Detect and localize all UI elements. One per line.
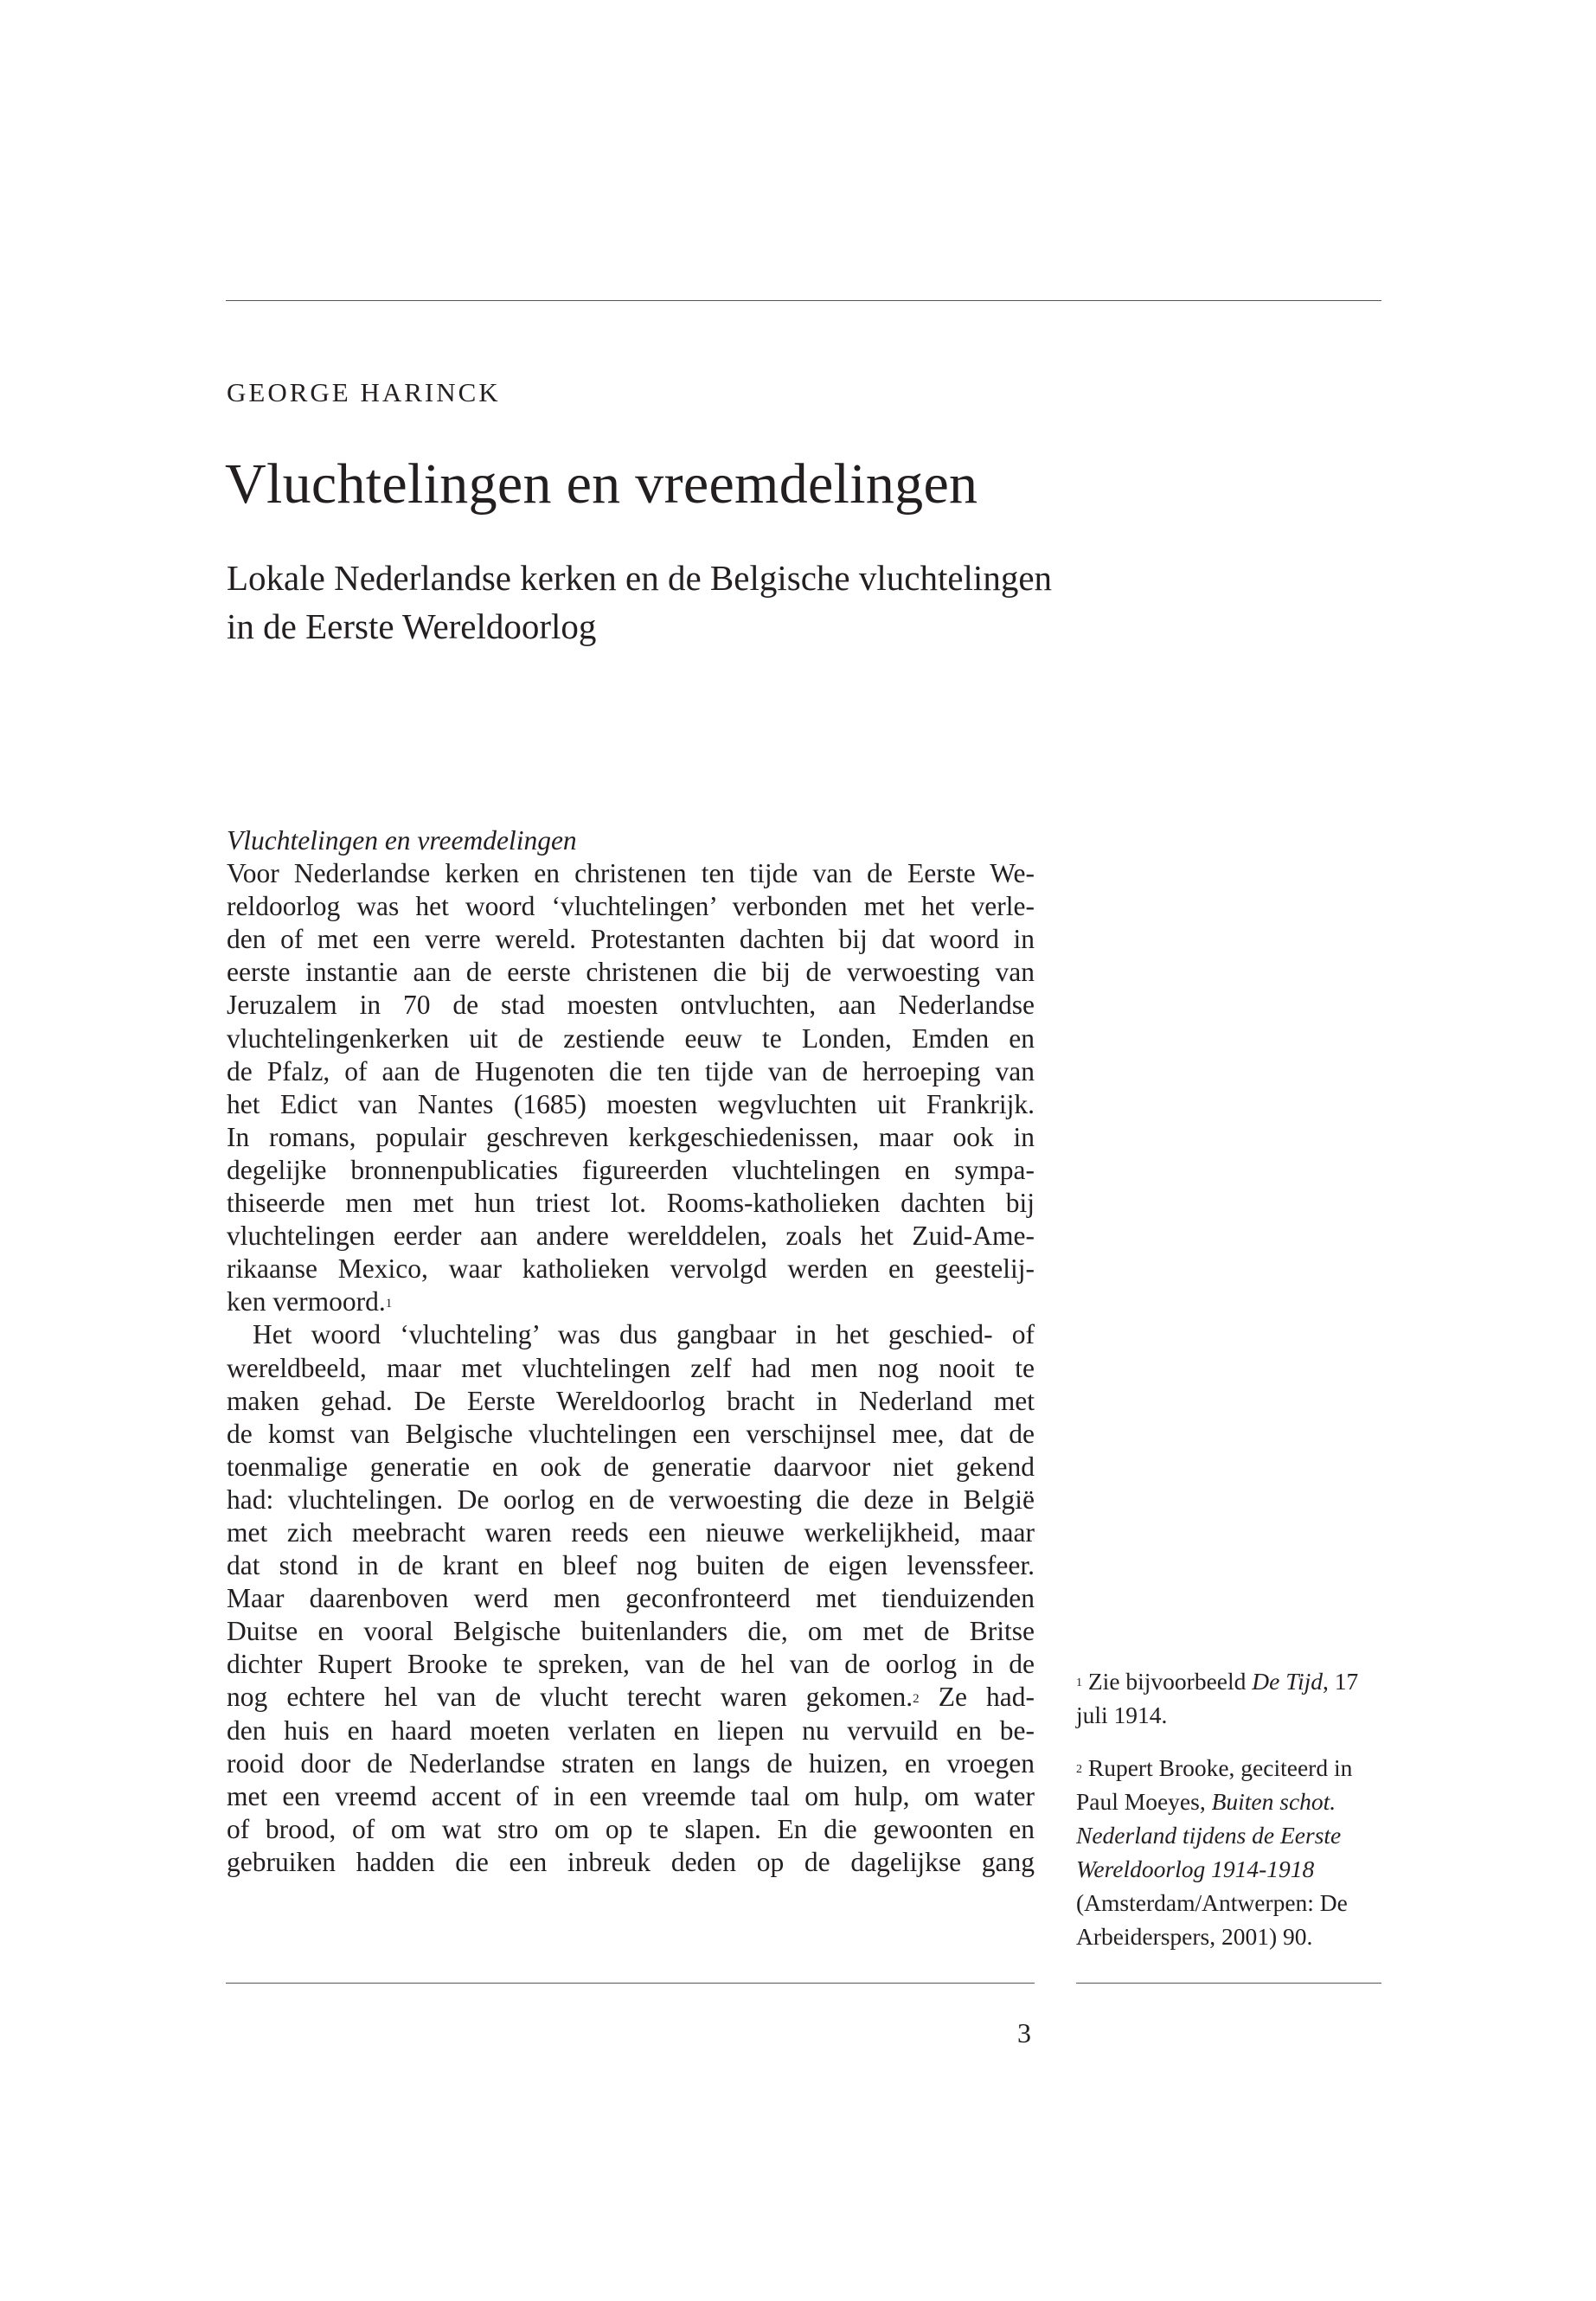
text-line bbox=[227, 1681, 1035, 1714]
text-line: In romans, populair geschreven kerkgeschiedenissen, maar ook in bbox=[227, 1121, 1035, 1152]
text-line: den huis en haard moeten verlaten en liepen nu vervuild en be- bbox=[227, 1715, 1035, 1746]
line-text: nog echtere hel van de vlucht terecht waren gekomen. bbox=[227, 1682, 913, 1713]
text-line: eerste instantie aan de eerste christenen die bij de verwoesting van bbox=[227, 957, 1035, 988]
body-text bbox=[227, 824, 1035, 1879]
text-line: dichter Rupert Brooke te spreken, van de hel van de oorlog in de bbox=[227, 1649, 1035, 1680]
text-line: degelijke bronnenpublicaties figureerden vluchtelingen en sympa- bbox=[227, 1154, 1035, 1185]
footnote-text: Rupert Brooke, geciteerd in Paul Moeyes, bbox=[1076, 1754, 1353, 1815]
line-text: ken vermoord. bbox=[227, 1286, 386, 1317]
text-line: vluchtelingen eerder aan andere werelddelen, zoals het Zuid-Ame- bbox=[227, 1221, 1035, 1252]
text-line: de komst van Belgische vluchtelingen een verschijnsel mee, dat de bbox=[227, 1418, 1035, 1449]
article-subtitle bbox=[227, 554, 1052, 651]
text-line: Maar daarenboven werd men geconfronteerd met tienduizenden bbox=[227, 1583, 1035, 1614]
footnote-number: 1 bbox=[1076, 1676, 1082, 1689]
footnote-text: , 17 juli 1914. bbox=[1076, 1668, 1359, 1728]
paragraph-2 bbox=[227, 1318, 1035, 1879]
text-line: maken gehad. De Eerste Wereldoorlog bracht in Nederland met bbox=[227, 1385, 1035, 1416]
footnote-ref: 2 bbox=[913, 1692, 920, 1707]
section-heading: Vluchtelingen en vreemdelingen bbox=[227, 825, 577, 856]
footnote-ref: 1 bbox=[385, 1297, 393, 1311]
text-line: Jeruzalem in 70 de stad moesten ontvluchten, aan Nederlandse bbox=[227, 990, 1035, 1021]
footnote-italic: Buiten schot. Nederland tijdens de Eerste Wereldoorlog 1914-1918 bbox=[1076, 1788, 1342, 1882]
text-line: rikaanse Mexico, waar katholieken vervolgd werden en geestelij- bbox=[227, 1253, 1035, 1285]
text-line: had: vluchtelingen. De oorlog en de verwoesting die deze in België bbox=[227, 1484, 1035, 1515]
page-number: 3 bbox=[1017, 2017, 1031, 2048]
text-line: thiseerde men met hun triest lot. Rooms-katholieken dachten bij bbox=[227, 1188, 1035, 1219]
footnotes bbox=[1076, 1664, 1388, 1972]
top-rule bbox=[226, 300, 1381, 301]
text-line: Duitse en vooral Belgische buitenlanders die, om met de Britse bbox=[227, 1616, 1035, 1647]
text-line: met een vreemd accent of in een vreemde taal om hulp, om water bbox=[227, 1780, 1035, 1811]
text-line: het Edict van Nantes (1685) moesten wegvluchten uit Frankrijk. bbox=[227, 1088, 1035, 1119]
text-line: de Pfalz, of aan de Hugenoten die ten tijde van de herroeping van bbox=[227, 1055, 1035, 1086]
bottom-rule-notes bbox=[1076, 1983, 1381, 1984]
text-line bbox=[227, 1285, 1035, 1318]
paragraph-1 bbox=[227, 857, 1035, 1318]
text-line: den of met een verre wereld. Protestanten dachten bij dat woord in bbox=[227, 924, 1035, 955]
footnote bbox=[1076, 1664, 1388, 1732]
article-title: Vluchtelingen en vreemdelingen bbox=[225, 452, 978, 516]
text-line: of brood, of om wat stro om op te slapen. En die gewoonten en bbox=[227, 1813, 1035, 1844]
text-line: toenmalige generatie en ook de generatie daarvoor niet gekend bbox=[227, 1451, 1035, 1482]
footnote bbox=[1076, 1751, 1388, 1953]
text-line: rooid door de Nederlandse straten en langs de huizen, en vroegen bbox=[227, 1747, 1035, 1779]
text-line: vluchtelingenkerken uit de zestiende eeuw te Londen, Emden en bbox=[227, 1022, 1035, 1054]
text-line: wereldbeeld, maar met vluchtelingen zelf had men nog nooit te bbox=[227, 1352, 1035, 1383]
text-line: Het woord ‘vluchteling’ was dus gangbaar in het geschied- of bbox=[253, 1319, 1035, 1350]
bottom-rule-main bbox=[226, 1983, 1035, 1984]
text-line: reldoorlog was het woord ‘vluchtelingen’ verbonden met het verle- bbox=[227, 891, 1035, 922]
text-line: met zich meebracht waren reeds een nieuwe werkelijkheid, maar bbox=[227, 1516, 1035, 1548]
text-line: Voor Nederlandse kerken en christenen ten tijde van de Eerste We- bbox=[227, 858, 1035, 889]
footnote-number: 2 bbox=[1076, 1763, 1082, 1776]
subtitle-line: Lokale Nederlandse kerken en de Belgische vluchtelingen bbox=[227, 558, 1053, 598]
line-text: Ze had- bbox=[919, 1682, 1035, 1713]
footnote-text: (Amsterdam/Antwerpen: De Arbeiderspers, 2001) 90. bbox=[1076, 1889, 1348, 1950]
subtitle-line: in de Eerste Wereldoorlog bbox=[227, 606, 597, 646]
footnote-text: Zie bijvoorbeeld bbox=[1087, 1668, 1253, 1695]
footnote-italic: De Tijd bbox=[1252, 1668, 1324, 1695]
text-line: dat stond in de krant en bleef nog buiten de eigen levenssfeer. bbox=[227, 1550, 1035, 1581]
author-name: GEORGE HARINCK bbox=[227, 377, 501, 407]
text-line: gebruiken hadden die een inbreuk deden op de dagelijkse gang bbox=[227, 1846, 1035, 1877]
